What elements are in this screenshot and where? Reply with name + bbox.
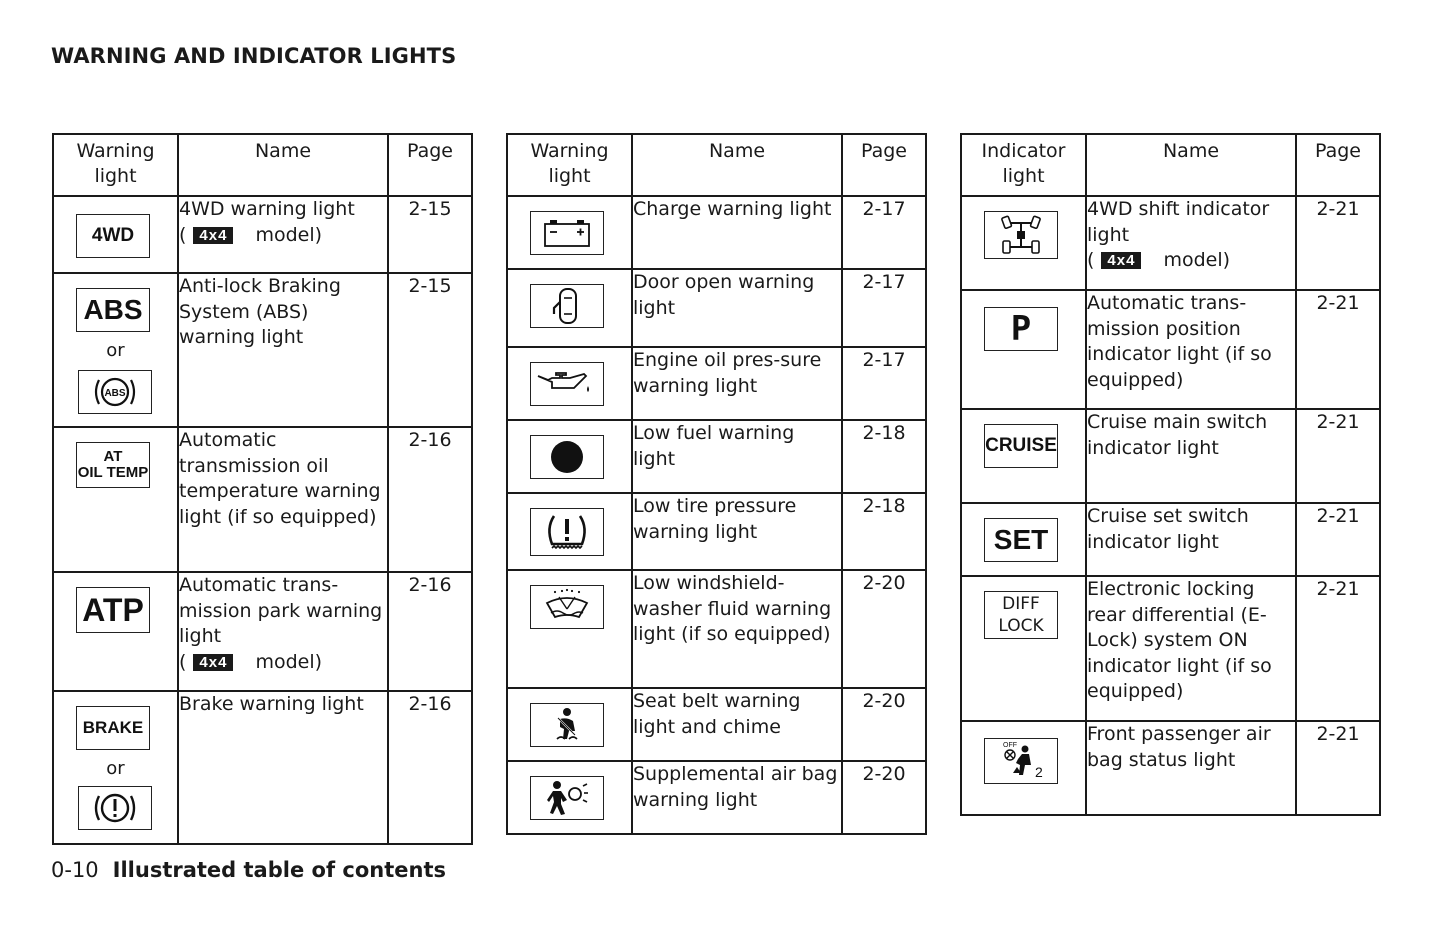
page-cell: 2-17 [842, 347, 926, 420]
name-cell: Brake warning light [178, 691, 388, 844]
warning-lights-table-1 [52, 133, 473, 845]
abs-text-icon: ABS [76, 288, 150, 332]
header-name: Name [178, 134, 388, 196]
page-cell: 2-21 [1296, 409, 1380, 503]
icon-cell [507, 196, 632, 269]
4x4-badge-icon: 4x4 [1101, 252, 1141, 269]
door-open-icon [530, 284, 604, 328]
name-cell: Supplemental air bag warning light [632, 761, 842, 834]
icon-cell [53, 427, 178, 572]
name-cell: Electronic locking rear differential (E-Lock) system ON indicator light (if so equipped) [1086, 576, 1296, 721]
oil-can-icon [530, 362, 604, 406]
4wd-shift-icon [984, 211, 1058, 259]
table-row [507, 420, 926, 493]
page-cell: 2-20 [842, 688, 926, 761]
page-cell: 2-21 [1296, 196, 1380, 290]
header-name: Name [632, 134, 842, 196]
page-cell: 2-21 [1296, 503, 1380, 576]
4x4-badge-icon: 4x4 [193, 654, 233, 671]
header-page: Page [388, 134, 472, 196]
icon-cell [961, 196, 1086, 290]
header-warning-light: Warning light [53, 134, 178, 196]
page-cell: 2-16 [388, 691, 472, 844]
name-cell: Low tire pressure warning light [632, 493, 842, 570]
page-cell: 2-21 [1296, 576, 1380, 721]
page-cell: 2-16 [388, 572, 472, 691]
icon-cell [507, 269, 632, 347]
name-cell: Automatic trans-mission park warning light ( 4x4 model) [178, 572, 388, 691]
or-label: or [106, 758, 125, 779]
table-row [53, 196, 472, 273]
name-cell: Automatic transmission oil temperature warning light (if so equipped) [178, 427, 388, 572]
page-cell: 2-20 [842, 570, 926, 688]
header-warning-light: Warning light [507, 134, 632, 196]
page-cell: 2-21 [1296, 721, 1380, 815]
low-fuel-dot-icon [530, 435, 604, 479]
4x4-badge-icon: 4x4 [193, 227, 233, 244]
svg-text:OFF: OFF [1003, 742, 1017, 749]
name-cell: Anti-lock Braking System (ABS) warning light [178, 273, 388, 427]
icon-cell [53, 691, 178, 844]
brake-text-icon: BRAKE [76, 706, 150, 750]
set-icon: SET [984, 518, 1058, 562]
table-row [961, 503, 1380, 576]
page-number: 0-10 [51, 858, 99, 882]
name-cell: 4WD warning light ( 4x4 model) [178, 196, 388, 273]
icon-cell [507, 570, 632, 688]
name-cell: Cruise set switch indicator light [1086, 503, 1296, 576]
table-row [507, 761, 926, 834]
brake-circle-icon [78, 786, 152, 830]
page-title: WARNING AND INDICATOR LIGHTS [51, 44, 457, 68]
svg-text:2: 2 [1035, 764, 1043, 780]
name-cell: Seat belt warning light and chime [632, 688, 842, 761]
name-cell: Charge warning light [632, 196, 842, 269]
table-row [961, 721, 1380, 815]
name-cell: Automatic trans-mission position indicator light (if so equipped) [1086, 290, 1296, 409]
icon-cell [53, 196, 178, 273]
table-row [53, 273, 472, 427]
table-row [507, 196, 926, 269]
page-cell: 2-15 [388, 273, 472, 427]
tire-pressure-icon [530, 508, 604, 556]
table-row [507, 269, 926, 347]
warning-lights-table-2 [506, 133, 927, 835]
section-title: Illustrated table of contents [112, 858, 446, 882]
table-row [507, 493, 926, 570]
icon-cell [507, 761, 632, 834]
airbag-icon [530, 776, 604, 820]
icon-cell [53, 273, 178, 427]
battery-icon [530, 211, 604, 255]
table-row [961, 290, 1380, 409]
table-row [507, 570, 926, 688]
page-cell: 2-20 [842, 761, 926, 834]
icon-cell [961, 503, 1086, 576]
cruise-icon: CRUISE [984, 424, 1058, 468]
name-cell: Low fuel warning light [632, 420, 842, 493]
icon-cell [961, 576, 1086, 721]
park-position-icon: P [984, 307, 1058, 351]
atp-icon: ATP [76, 587, 150, 633]
4wd-icon: 4WD [76, 214, 150, 258]
page-footer [51, 858, 446, 882]
header-page: Page [1296, 134, 1380, 196]
name-cell: Engine oil pres-sure warning light [632, 347, 842, 420]
table-row [961, 576, 1380, 721]
page-cell: 2-17 [842, 196, 926, 269]
icon-cell [507, 493, 632, 570]
indicator-lights-table [960, 133, 1381, 816]
seat-belt-icon [530, 703, 604, 747]
icon-cell [507, 688, 632, 761]
page-cell: 2-21 [1296, 290, 1380, 409]
header-page: Page [842, 134, 926, 196]
diff-lock-icon: DIFF LOCK [984, 591, 1058, 639]
passenger-airbag-status-icon [984, 738, 1058, 784]
name-cell: 4WD shift indicator light ( 4x4 model) [1086, 196, 1296, 290]
table-row [961, 409, 1380, 503]
page-cell: 2-15 [388, 196, 472, 273]
name-cell: Door open warning light [632, 269, 842, 347]
icon-cell [507, 420, 632, 493]
washer-fluid-icon [530, 585, 604, 629]
name-cell: Cruise main switch indicator light [1086, 409, 1296, 503]
icon-cell [961, 290, 1086, 409]
name-cell: Front passenger air bag status light [1086, 721, 1296, 815]
table-row [961, 196, 1380, 290]
at-oil-temp-icon: AT OIL TEMP [76, 442, 150, 488]
svg-text:ABS: ABS [104, 388, 126, 399]
page-cell: 2-18 [842, 493, 926, 570]
table-row [53, 691, 472, 844]
icon-cell [961, 409, 1086, 503]
icon-cell [961, 721, 1086, 815]
page-cell: 2-18 [842, 420, 926, 493]
page-cell: 2-17 [842, 269, 926, 347]
icon-cell [507, 347, 632, 420]
table-row [507, 347, 926, 420]
abs-circle-icon [78, 370, 152, 414]
table-row [53, 427, 472, 572]
header-name: Name [1086, 134, 1296, 196]
header-indicator-light: Indicator light [961, 134, 1086, 196]
table-row [507, 688, 926, 761]
icon-cell [53, 572, 178, 691]
page-cell: 2-16 [388, 427, 472, 572]
name-cell: Low windshield-washer fluid warning light (if so equipped) [632, 570, 842, 688]
or-label: or [106, 340, 125, 361]
table-row [53, 572, 472, 691]
